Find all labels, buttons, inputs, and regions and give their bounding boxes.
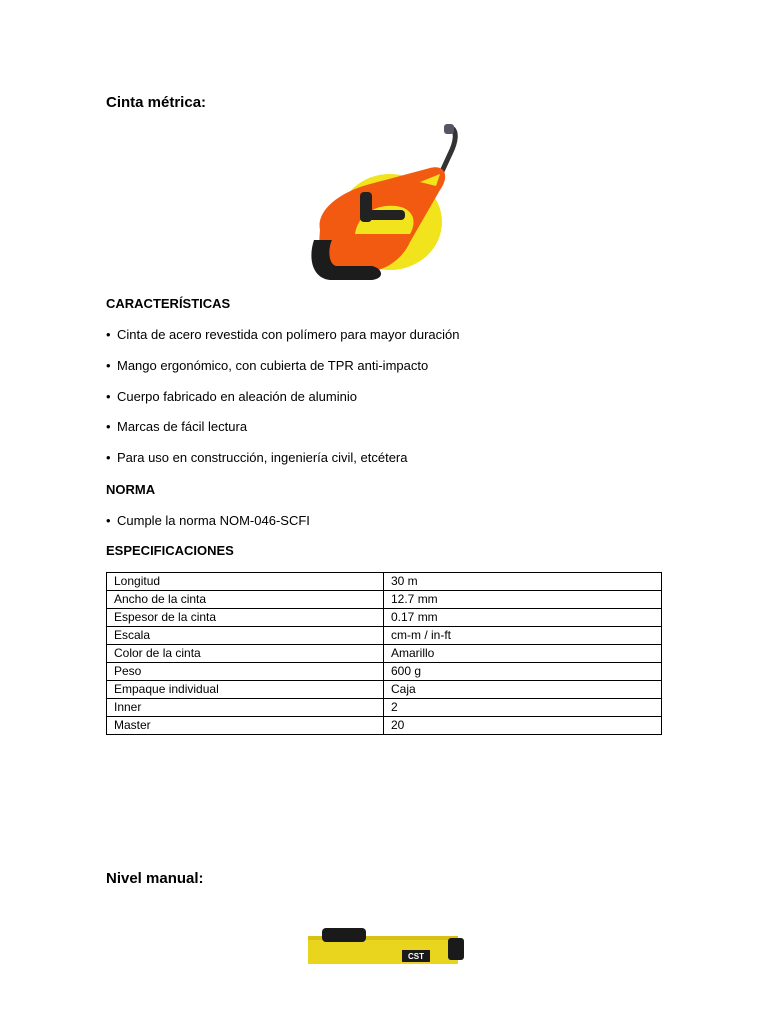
- section-title-nivel: Nivel manual:: [106, 870, 204, 887]
- spec-label: Color de la cinta: [107, 645, 384, 663]
- list-item: • Marcas de fácil lectura: [106, 419, 248, 434]
- spec-label: Empaque individual: [107, 681, 384, 699]
- norma-heading: NORMA: [106, 482, 156, 497]
- spec-value: 2: [384, 699, 662, 717]
- specs-heading: ESPECIFICACIONES: [106, 543, 234, 558]
- level-brand-label: CST: [408, 952, 424, 961]
- list-item: • Cumple la norma NOM-046-SCFI: [106, 513, 310, 528]
- table-row: [107, 717, 662, 735]
- characteristics-heading: CARACTERÍSTICAS: [106, 296, 231, 311]
- spec-label: Escala: [107, 627, 384, 645]
- spec-label: Master: [107, 717, 384, 735]
- spec-value: Amarillo: [384, 645, 662, 663]
- list-item: • Cinta de acero revestida con polímero para mayor duración: [106, 327, 460, 342]
- spec-value: Caja: [384, 681, 662, 699]
- spec-value: 600 g: [384, 663, 662, 681]
- table-row: [107, 645, 662, 663]
- table-row: [107, 609, 662, 627]
- list-item: • Para uso en construcción, ingeniería civil, etcétera: [106, 450, 408, 465]
- table-row: [107, 627, 662, 645]
- list-item: • Mango ergonómico, con cubierta de TPR anti-impacto: [106, 358, 429, 373]
- table-row: [107, 573, 662, 591]
- spec-label: Espesor de la cinta: [107, 609, 384, 627]
- table-row: [107, 591, 662, 609]
- spec-label: Longitud: [107, 573, 384, 591]
- spec-label: Peso: [107, 663, 384, 681]
- table-row: [107, 681, 662, 699]
- spec-value: 12.7 mm: [384, 591, 662, 609]
- spec-label: Ancho de la cinta: [107, 591, 384, 609]
- spec-label: Inner: [107, 699, 384, 717]
- table-row: [107, 699, 662, 717]
- section-title-cinta: Cinta métrica:: [106, 94, 207, 111]
- list-item: • Cuerpo fabricado en aleación de aluminio: [106, 389, 357, 404]
- specs-table: [106, 572, 662, 735]
- spec-value: 30 m: [384, 573, 662, 591]
- spec-value: cm-m / in-ft: [384, 627, 662, 645]
- table-row: [107, 663, 662, 681]
- tape-measure-image: [300, 122, 470, 287]
- spirit-level-image: [300, 924, 470, 974]
- spec-value: 0.17 mm: [384, 609, 662, 627]
- spec-value: 20: [384, 717, 662, 735]
